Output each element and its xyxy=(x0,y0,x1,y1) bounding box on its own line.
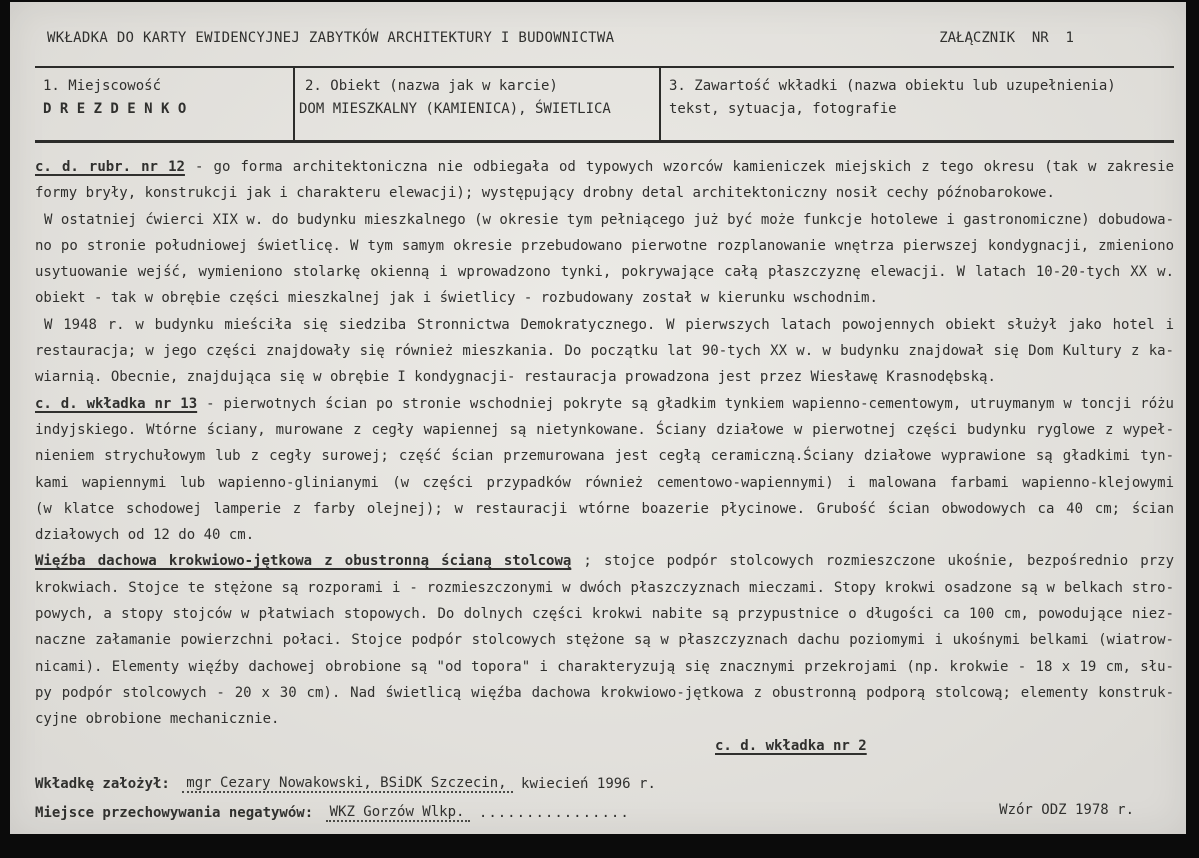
body-line: restauracja; w jego części znajdowały się również mieszkania. Do początku lat 90-tych XX w. w budynku znajdował się Dom Kultury z ka- xyxy=(35,343,1174,360)
negatives-label: Miejsce przechowywania negatywów: xyxy=(35,804,314,821)
body-line: c. d. rubr. nr 12 - go forma architektoniczna nie odbiegała od typowych wzorców kamieniczek miejskich z tego okresu (tak w zakresie xyxy=(35,159,1175,175)
document-title: WKŁADKA DO KARTY EWIDENCYJNEJ ZABYTKÓW ARCHITEKTURY I BUDOWNICTWA xyxy=(47,30,615,46)
body-paragraph xyxy=(35,312,1174,391)
created-by-value: mgr Cezary Nowakowski, BSiDK Szczecin, xyxy=(182,775,512,793)
body-line: cyjne obrobione mechanicznie. xyxy=(35,711,280,728)
field-object-label: 2. Obiekt (nazwa jak w karcie) xyxy=(305,78,558,94)
body-line: py podpór stolcowych - 20 x 30 cm). Nad świetlicą więźba dachowa krokwiowo-jętkowa z obustronną podporą stolcową; elementy konstruk- xyxy=(35,684,1174,701)
body-line: no po stronie południowej świetlicę. W tym samym okresie przebudowano pierwotne rozplanowanie wnętrza pierwszej kondygnacji, zmieniono xyxy=(35,237,1174,254)
body-paragraph xyxy=(35,391,1174,549)
dotted-line: ................ xyxy=(478,804,630,821)
annex-number: ZAŁĄCZNIK NR 1 xyxy=(939,30,1074,46)
body-paragraph xyxy=(35,548,1174,732)
field-object-value: DOM MIESZKALNY (KAMIENICA), ŚWIETLICA xyxy=(299,101,611,117)
form-version-note: Wzór ODZ 1978 r. xyxy=(999,802,1134,818)
document-page xyxy=(10,2,1186,834)
body-line: (w klatce schodowej lamperie z farby olejnej); w restauracji wtórne boazerie płycinowe. Grubość ścian obwodowych ca 40 cm; ścian xyxy=(35,500,1174,517)
continuation-row xyxy=(715,738,1174,754)
body-line: W ostatniej ćwierci XIX w. do budynku mieszkalnego (w okresie tym pełniącego już być może funkcje hotolewe i gastronomiczne) dobudowa- xyxy=(44,211,1174,228)
body-line: nicami). Elementy więźby dachowej obrobione są "od topora" i charakteryzują się znacznymi przekrojami (np. krokwie - 18 x 19 cm, słu- xyxy=(35,658,1174,675)
body-line: kami wapiennymi lub wapienno-glinianymi (w części przypadków również cementowo-wapiennymi) i malowana farbami wapienno-klejowymi xyxy=(35,474,1174,491)
created-by-row xyxy=(35,770,1174,799)
body-line: W 1948 r. w budynku mieściła się siedziba Stronnictwa Demokratycznego. W pierwszych latach powojennych obiekt służył jako hotel i xyxy=(44,316,1174,333)
body-line: wiarnią. Obecnie, znajdująca się w obrębie I kondygnacji- restauracja prowadzona jest przez Wiesławę Krasnodębską. xyxy=(35,369,996,386)
paragraph-lead: Więźba dachowa krokwiowo-jętkowa z obustronną ścianą stolcową xyxy=(35,553,572,570)
body-paragraph xyxy=(35,154,1174,207)
header-fields-table xyxy=(35,66,1174,143)
body-paragraph xyxy=(35,207,1174,312)
field-locality xyxy=(35,68,295,140)
paragraph-lead: c. d. rubr. nr 12 xyxy=(35,159,185,175)
field-locality-label: 1. Miejscowość xyxy=(43,78,162,94)
field-contents-label: 3. Zawartość wkładki (nazwa obiektu lub uzupełnienia) xyxy=(669,78,1116,94)
body-line: indyjskiego. Wtórne ściany, murowane z cegły wapiennej są nietynkowane. Ściany działowe w pierwotnej części budynku ryglowe z wypeł- xyxy=(35,421,1174,438)
body-line: usytuowanie wejść, wymieniono stolarkę okienną i wprowadzono tynki, pokrywające całą płaszczyznę elewacji. W latach 10-20-tych XX w. xyxy=(35,264,1174,281)
body-line: powych, a stopy stojców w płatwiach stopowych. Do dolnych części krokwi nabite są przypustnice o długości ca 100 cm, powodujące niez- xyxy=(35,606,1174,623)
body-line: naczne załamanie powierzchni połaci. Stojce podpór stolcowych stężone są w płaszczyznach dachu poziomymi i ukośnymi belkami (wiatrow- xyxy=(35,632,1174,649)
field-contents-value: tekst, sytuacja, fotografie xyxy=(669,101,897,117)
negatives-value: WKZ Gorzów Wlkp. xyxy=(326,804,471,822)
body-line: formy bryły, konstrukcji jak i charakteru elewacji); występujący drobny detal architektoniczny nosił cechy późnobarokowe. xyxy=(35,185,1055,202)
field-locality-value: D R E Z D E N K O xyxy=(43,101,187,117)
field-contents xyxy=(661,68,1174,140)
document-header xyxy=(35,22,1174,46)
document-footer xyxy=(35,770,1174,828)
field-object xyxy=(295,68,661,140)
continuation-note: c. d. wkładka nr 2 xyxy=(715,737,867,754)
body-line: działowych od 12 do 40 cm. xyxy=(35,527,255,544)
body-line: obiekt - tak w obrębie części mieszkalnej jak i świetlicy - rozbudowany został w kierunku wschodnim. xyxy=(35,290,878,307)
body-text xyxy=(35,154,1174,733)
created-by-label: Wkładkę założył: xyxy=(35,775,170,792)
body-line: krokwiach. Stojce te stężone są rozporami i - rozmieszczonymi w dwóch płaszczyznach mieczami. Stopy krokwi osadzone są w belkach stro- xyxy=(35,579,1174,596)
body-line: Więźba dachowa krokwiowo-jętkowa z obustronną ścianą stolcową ; stojce podpór stolcowych rozmieszczone ukośnie, bezpośrednio przy xyxy=(35,553,1175,570)
paragraph-lead: c. d. wkładka nr 13 xyxy=(35,395,198,412)
created-by-date: kwiecień 1996 r. xyxy=(521,775,656,792)
body-line: c. d. wkładka nr 13 - pierwotnych ścian po stronie wschodniej pokryte są gładkim tynkiem wapienno-cementowym, utruymanym w toncji różu xyxy=(35,395,1174,412)
body-line: nieniem strychułowym lub z cegły surowej; część ścian przemurowana jest cegłą ceramiczną.Ściany działowe wyprawione są gładkimi tyn- xyxy=(35,448,1174,465)
